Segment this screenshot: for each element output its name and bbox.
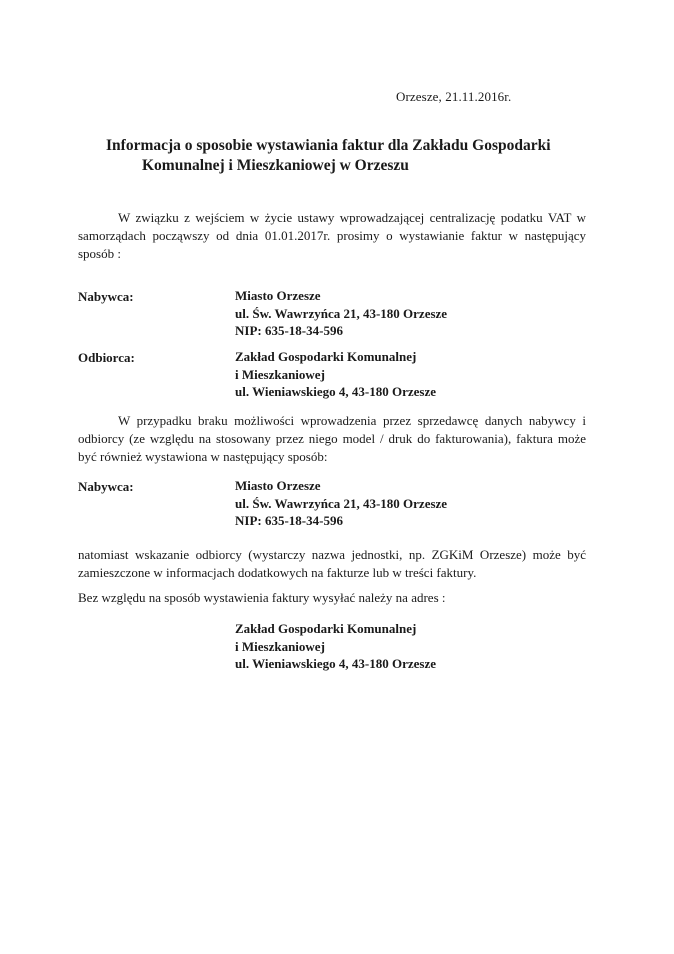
title-line-2: Komunalnej i Mieszkaniowej w Orzeszu (142, 157, 409, 174)
buyer-nip-alt: NIP: 635-18-34-596 (235, 513, 343, 528)
buyer-nip: NIP: 635-18-34-596 (235, 323, 343, 338)
buyer-label-alt: Nabywca: (78, 479, 134, 494)
recipient-street: ul. Wieniawskiego 4, 43-180 Orzesze (235, 384, 437, 399)
mailing-address (235, 620, 436, 673)
buyer-street: ul. Św. Wawrzyńca 21, 43-180 Orzesze (235, 305, 448, 321)
alternative-paragraph: W przypadku braku możliwości wprowadzenia przez sprzedawcę danych nabywcy i odbiorcy (ze względu na stosowany przez niego model / druk do fakturowania), faktura może być również wystawiona w następujący sposób: (78, 413, 586, 464)
mailing-intro: Bez względu na sposób wystawienia faktury wysyłać należy na adres : (78, 590, 446, 605)
document-title (106, 136, 606, 176)
document-date: Orzesze, 21.11.2016r. (396, 89, 512, 104)
buyer-name-alt: Miasto Orzesze (235, 478, 321, 493)
buyer-name: Miasto Orzesze (235, 288, 321, 303)
recipient-note-paragraph: natomiast wskazanie odbiorcy (wystarczy nazwa jednostki, np. ZGKiM Orzesze) może być zamieszczone w informacjach dodatkowych na fakturze lub w treści faktury. (78, 547, 586, 580)
buyer-address-alt (235, 477, 447, 530)
buyer-street-alt: ul. Św. Wawrzyńca 21, 43-180 Orzesze (235, 495, 448, 511)
buyer-label: Nabywca: (78, 289, 134, 304)
mailing-name-2: i Mieszkaniowej (235, 638, 325, 654)
recipient-name-1: Zakład Gospodarki Komunalnej (235, 349, 417, 364)
recipient-address (235, 348, 436, 401)
recipient-label: Odbiorca: (78, 350, 135, 365)
mailing-name-1: Zakład Gospodarki Komunalnej (235, 621, 417, 636)
mailing-street: ul. Wieniawskiego 4, 43-180 Orzesze (235, 656, 437, 671)
intro-paragraph: W związku z wejściem w życie ustawy wprowadzającej centralizację podatku VAT w samorządach począwszy od dnia 01.01.2017r. prosimy o wystawianie faktur w następujący sposób : (78, 210, 586, 261)
recipient-name-2: i Mieszkaniowej (235, 366, 325, 382)
title-line-1: Informacja o sposobie wystawiania faktur dla Zakładu Gospodarki (106, 137, 551, 154)
buyer-address (235, 287, 447, 340)
